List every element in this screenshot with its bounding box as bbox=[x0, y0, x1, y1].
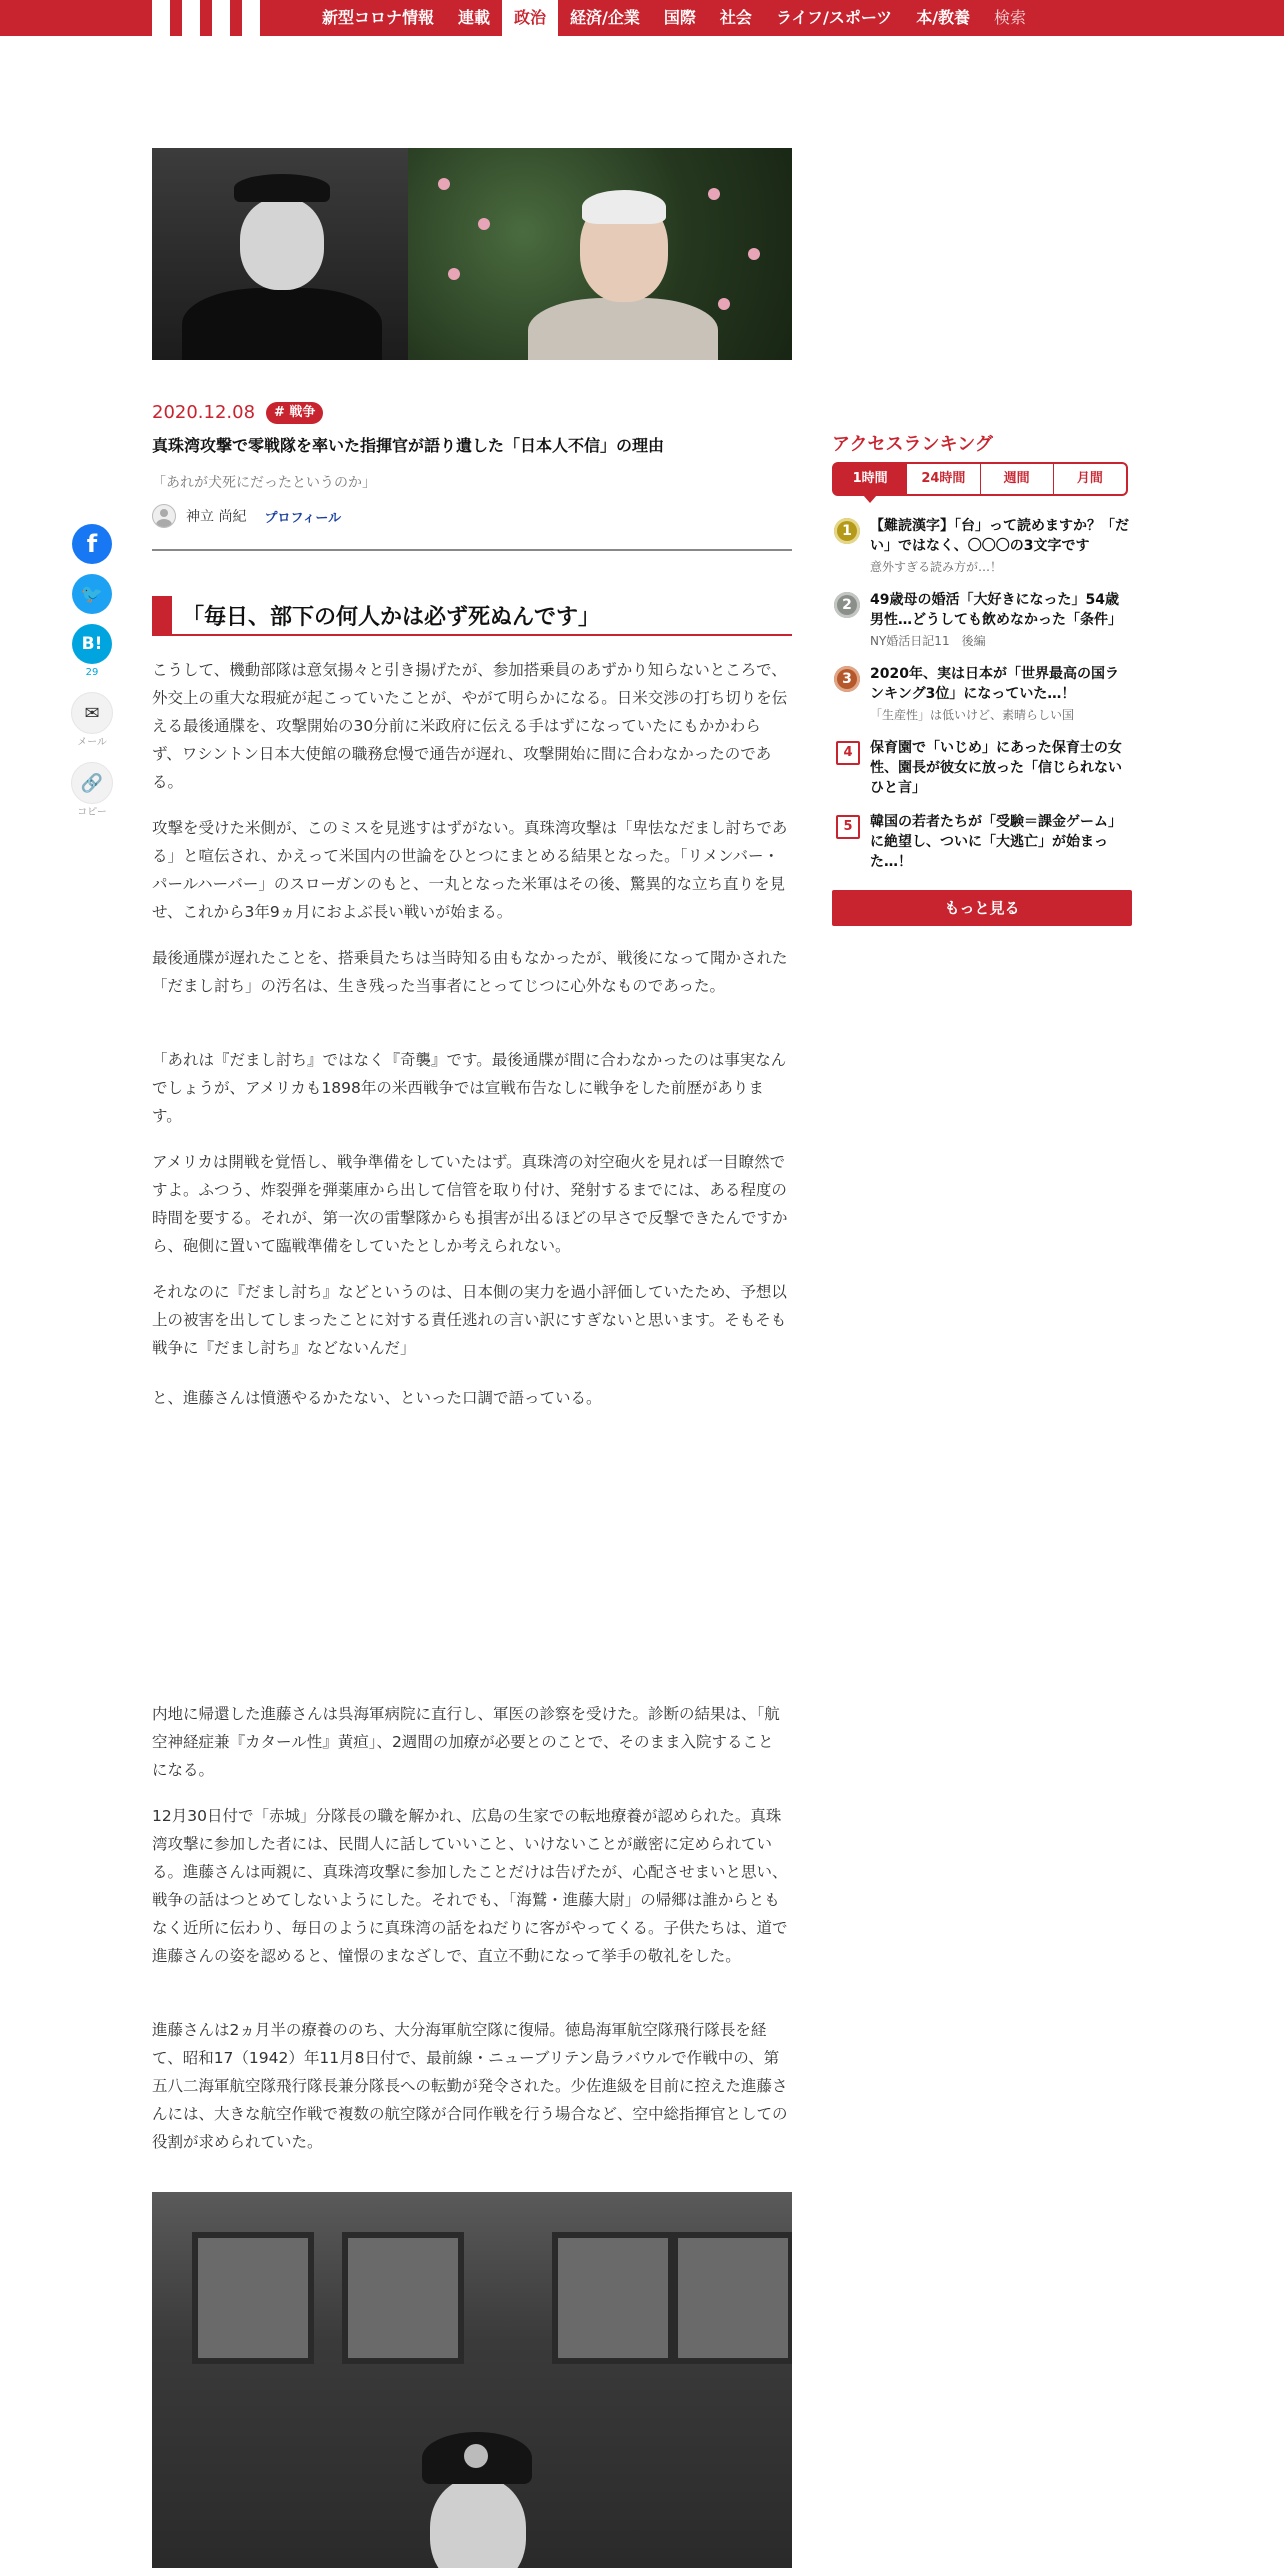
ranking-item-subtitle: 「生産性」は低いけど、素晴らしい国 bbox=[870, 708, 1075, 722]
section-heading bbox=[152, 596, 792, 636]
ranking-item-title[interactable]: 韓国の若者たちが「受験＝課金ゲーム」に絶望し、ついに「大逃亡」が始まった…！ bbox=[870, 814, 1122, 870]
ranking-tab-monthly[interactable]: 月間 bbox=[1053, 464, 1126, 494]
nav-list bbox=[310, 0, 1038, 36]
article-paragraph: 攻撃を受けた米側が、このミスを見逃すはずがない。真珠湾攻撃は「卑怯なだまし討ちである」と喧伝され、かえって米国内の世論をひとつにまとめる結果となった。「リメンバー・パールハーバー」のスローガンのもと、一丸となった米軍はその後、驚異的な立ち直りを見せ、これから3年9ヵ月におよぶ長い戦いが始まる。 bbox=[152, 819, 788, 921]
nav-item-series[interactable]: 連載 bbox=[458, 8, 491, 27]
author-name: 神立 尚紀 bbox=[186, 509, 247, 525]
rank-medal-icon: 1 bbox=[834, 518, 860, 544]
nav-item-books[interactable]: 本/教養 bbox=[916, 8, 971, 27]
nav-item-life-sports[interactable]: ライフ/スポーツ bbox=[775, 8, 893, 27]
article-paragraph: こうして、機動部隊は意気揚々と引き揚げたが、参加搭乗員のあずかり知らないところで、外交上の重大な瑕疵が起こっていたことが、やがて明らかになる。日米交渉の打ち切りを伝える最後通牒を、攻撃開始の30分前に米政府に伝える手はずになっていたにもかかわらず、ワシントン日本大使館の職務怠慢で通告が遅れ、攻撃開始に間に合わなかったのである。 bbox=[152, 661, 788, 791]
ranking-title: アクセスランキング bbox=[832, 434, 993, 455]
ranking-item-title[interactable]: 2020年、実は日本が「世界最高の国ランキング3位」になっていた…！ bbox=[870, 666, 1119, 702]
nav-item-international[interactable]: 国際 bbox=[663, 8, 696, 27]
article-subtitle: 「あれが犬死にだったというのか」 bbox=[152, 475, 376, 491]
rank-medal-icon: 2 bbox=[834, 592, 860, 618]
article-title: 真珠湾攻撃で零戦隊を率いた指揮官が語り遺した「日本人不信」の理由 bbox=[152, 436, 665, 455]
ranking-item[interactable] bbox=[832, 812, 1132, 872]
ranking-item-title[interactable]: 49歳母の婚活「大好きになった」54歳男性…どうしても飲めなかった「条件」 bbox=[870, 592, 1122, 628]
copy-label: コピー bbox=[77, 807, 107, 818]
ranking-item[interactable] bbox=[832, 590, 1132, 650]
ranking-more-button[interactable]: もっと見る bbox=[832, 890, 1132, 926]
top-navigation bbox=[0, 0, 1284, 36]
profile-link[interactable]: プロフィール bbox=[264, 510, 342, 526]
nav-item-society[interactable]: 社会 bbox=[719, 8, 752, 27]
article-paragraph: 内地に帰還した進藤さんは呉海軍病院に直行し、軍医の診察を受けた。診断の結果は、「航空神経症兼『カタール性』黄疸」、2週間の加療が必要とのことで、そのまま入院することになる。 bbox=[152, 1705, 780, 1779]
mail-label: メール bbox=[77, 737, 107, 748]
search-link[interactable]: 検索 bbox=[994, 8, 1027, 27]
meta-divider bbox=[152, 549, 792, 551]
twitter-share-icon[interactable]: 🐦 bbox=[72, 574, 112, 614]
copy-link-icon[interactable]: 🔗 bbox=[71, 762, 113, 804]
nav-item-politics[interactable]: 政治 bbox=[502, 0, 558, 36]
site-logo[interactable] bbox=[152, 0, 290, 36]
hatena-count: 29 bbox=[85, 667, 99, 678]
ranking-tab-weekly[interactable]: 週間 bbox=[980, 464, 1053, 494]
article-paragraph: 進藤さんは2ヵ月半の療養ののち、大分海軍航空隊に復帰。徳島海軍航空隊飛行隊長を経て、昭和17（1942）年11月8日付で、最前線・ニューブリテン島ラバウルで作戦中の、第五八二海軍航空隊飛行隊長兼分隊長への転勤が発令された。少佐進級を目前に控えた進藤さんには、大きな航空作戦で複数の航空隊が合同作戦を行う場合など、空中総指揮官としての役割が求められていた。 bbox=[152, 2021, 788, 2151]
article-paragraph: 最後通牒が遅れたことを、搭乗員たちは当時知る由もなかったが、戦後になって聞かされた「だまし討ち」の汚名は、生き残った当事者にとってじつに心外なものであった。 bbox=[152, 949, 788, 995]
hatena-bookmark-icon[interactable]: B! bbox=[72, 624, 112, 664]
hero-image bbox=[152, 148, 792, 360]
ranking-item[interactable] bbox=[832, 516, 1132, 576]
ranking-tab-24hours[interactable]: 24時間 bbox=[906, 464, 979, 494]
rank-medal-icon: 3 bbox=[834, 666, 860, 692]
article-paragraph: 「あれは『だまし討ち』ではなく『奇襲』です。最後通牒が間に合わなかったのは事実なんでしょうが、アメリカも1898年の米西戦争では宣戦布告なしに戦争をした前歴があります。 bbox=[152, 1051, 787, 1125]
facebook-share-icon[interactable]: f bbox=[72, 524, 112, 564]
ranking-item[interactable] bbox=[832, 664, 1132, 724]
article-paragraph: それなのに『だまし討ち』などというのは、日本側の実力を過小評価していたため、予想以上の被害を出してしまったことに対する責任逃れの言い訳にすぎないと思います。そもそも戦争に『だまし討ち』などないんだ」 bbox=[152, 1283, 787, 1357]
ranking-item-title[interactable]: 保育園で「いじめ」にあった保育士の女性、園長が彼女に放った「信じられないひと言」 bbox=[870, 740, 1122, 796]
share-bar bbox=[70, 524, 114, 822]
ranking-item-title[interactable]: 【難読漢字】「台」って読めますか？「だい」ではなく、〇〇〇の3文字です bbox=[870, 518, 1129, 554]
article-paragraph: 12月30日付で「赤城」分隊長の職を解かれ、広島の生家での転地療養が認められた。真珠湾攻撃に参加した者には、民間人に話していいこと、いけないことが厳密に定められている。進藤さんは両親に、真珠湾攻撃に参加したことだけは告げたが、心配させまいと思い、戦争の話はつとめてしないようにした。それでも、「海鷲・進藤大尉」の帰郷は誰からともなく近所に伝わり、毎日のように真珠湾の話をねだりに客がやってくる。子供たちは、道で進藤さんの姿を認めると、憧憬のまなざしで、直立不動になって挙手の敬礼をした。 bbox=[152, 1807, 788, 1965]
article-paragraph: と、進藤さんは憤懣やるかたない、といった口調で語っている。 bbox=[152, 1389, 602, 1407]
hero-photo-elderly-man bbox=[408, 148, 792, 360]
ranking-tab-1hour[interactable]: 1時間 bbox=[834, 464, 906, 494]
hero-photo-young-officer bbox=[152, 148, 408, 360]
section-heading-text: 「毎日、部下の何人かは必ず死ぬんです」 bbox=[182, 605, 601, 630]
article-paragraph: アメリカは開戦を覚悟し、戦争準備をしていたはず。真珠湾の対空砲火を見れば一目瞭然ですよ。ふつう、炸裂弾を弾薬庫から出して信管を取り付け、発射するまでには、ある程度の時間を要する。それが、第一次の雷撃隊からも損害が出るほどの早さで反撃できたんですから、砲側に置いて臨戦準備をしていたとしか考えられない。 bbox=[152, 1153, 788, 1255]
author-row bbox=[152, 504, 341, 528]
nav-item-economy[interactable]: 経済/企業 bbox=[570, 8, 640, 27]
ranking-item-subtitle: NY婚活日記11 後編 bbox=[870, 634, 986, 648]
author-avatar-icon bbox=[152, 504, 176, 528]
ranking-item[interactable] bbox=[832, 738, 1132, 798]
ranking-item-subtitle: 意外すぎる読み方が…！ bbox=[870, 560, 1003, 574]
article-date: 2020.12.08 bbox=[152, 402, 256, 423]
nav-item-corona[interactable]: 新型コロナ情報 bbox=[322, 8, 435, 27]
article-photo-officer bbox=[152, 2192, 792, 2568]
ranking-tabs bbox=[832, 462, 1128, 496]
rank-number-badge: 5 bbox=[836, 815, 860, 839]
mail-icon[interactable]: ✉ bbox=[71, 692, 113, 734]
ranking-list bbox=[832, 516, 1132, 886]
rank-number-badge: 4 bbox=[836, 741, 860, 765]
article-tag[interactable]: # 戦争 bbox=[266, 402, 323, 424]
